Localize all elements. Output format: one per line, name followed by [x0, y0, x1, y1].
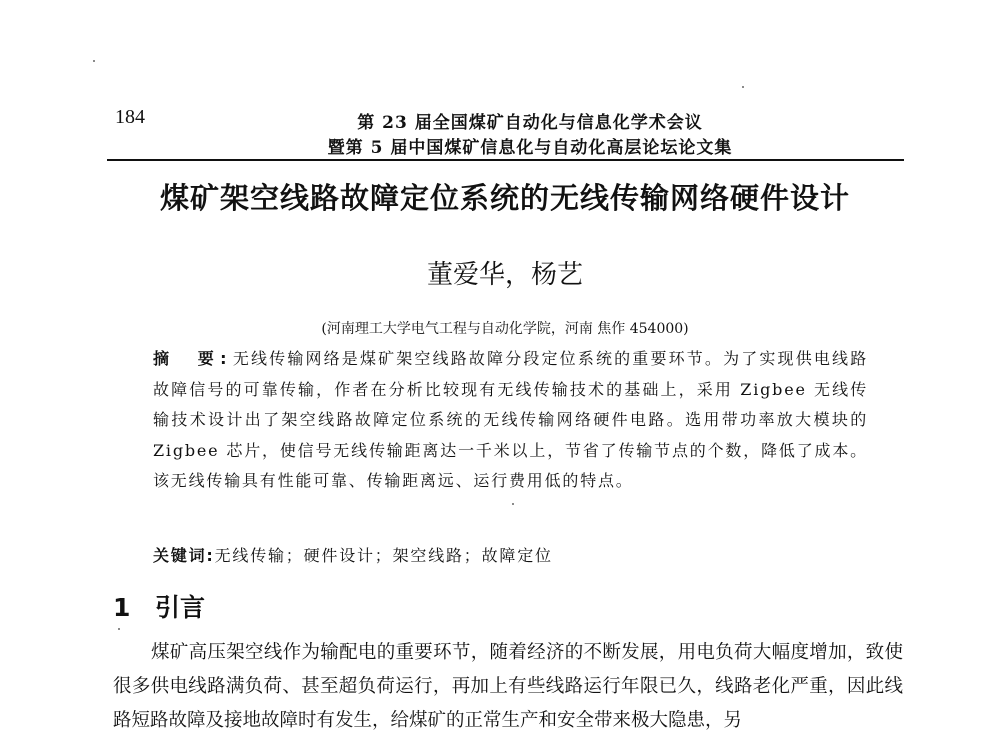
scan-speck — [118, 628, 120, 630]
abstract-text: 无线传输网络是煤矿架空线路故障分段定位系统的重要环节。为了实现供电线路故障信号的可靠传输，作者在分析比较现有无线传输技术的基础上，采用 Zigbee 无线传输技术设计出了架空线路故障定位系统的无线传输网络硬件电路。选用带功率放大模块的 Zigbee 芯片，使信号无线传输距离达一千米以上，节省了传输节点的个数，降低了成本。该无线传输具有性能可靠、传输距离远、运行费用低的特点。 — [153, 349, 868, 490]
conference-title-line-1: 第 23 届全国煤矿自动化与信息化学术会议 — [357, 113, 703, 133]
paper-title: 煤矿架空线路故障定位系统的无线传输网络硬件设计 — [159, 181, 850, 215]
scan-speck — [93, 60, 95, 62]
section-body-text: 煤矿高压架空线作为输配电的重要环节，随着经济的不断发展，用电负荷大幅度增加，致使很多供电线路满负荷、甚至超负荷运行，再加上有些线路运行年限已久，线路老化严重，因此线路短路故障及接地故障时有发生，给煤矿的正常生产和安全带来极大隐患，另 — [113, 642, 903, 731]
paper-authors: 董爱华，杨艺 — [426, 260, 583, 290]
section-title: 引言 — [155, 593, 206, 622]
section-number: 1 — [113, 593, 131, 622]
header-divider — [107, 159, 904, 161]
author-affiliation: (河南理工大学电气工程与自动化学院，河南 焦作 454000) — [321, 321, 689, 337]
page-number: 184 — [115, 106, 145, 128]
abstract-block — [153, 344, 868, 497]
keywords-label: 关键词: — [153, 546, 215, 565]
section-heading — [113, 588, 205, 624]
conference-title-line-2: 暨第 5 届中国煤矿信息化与自动化高层论坛论文集 — [327, 138, 733, 158]
scan-speck — [742, 86, 744, 88]
scan-speck — [512, 503, 514, 505]
keywords-text: 无线传输；硬件设计；架空线路；故障定位 — [214, 546, 553, 565]
keywords-block — [153, 543, 868, 566]
abstract-label: 摘 要: — [153, 349, 233, 368]
